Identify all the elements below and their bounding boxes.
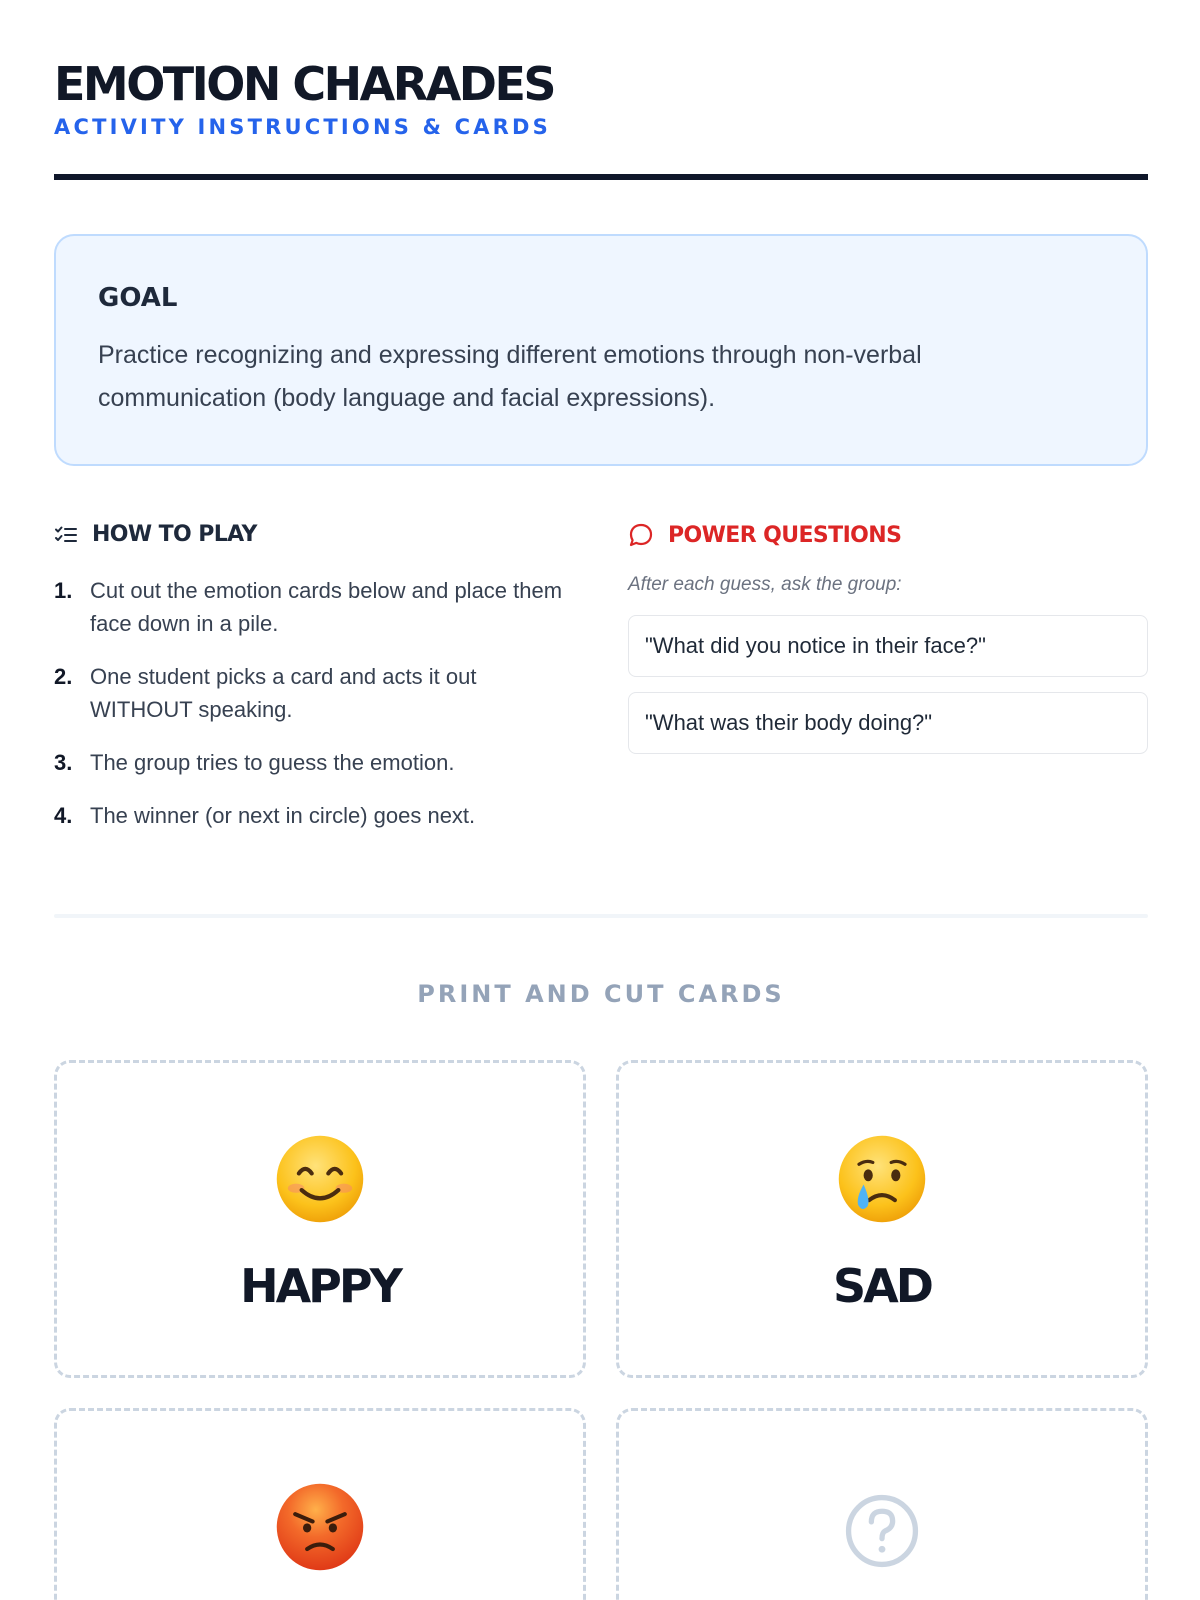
question-box: "What did you notice in their face?": [628, 615, 1148, 677]
emotion-card-sad: [616, 1060, 1148, 1378]
emotion-card-angry: [54, 1408, 586, 1600]
step-item: [54, 746, 574, 779]
step-number: 4.: [54, 803, 73, 828]
step-text: The winner (or next in circle) goes next.: [90, 803, 476, 828]
power-questions-subtitle: After each guess, ask the group:: [628, 574, 902, 595]
checklist-icon: [54, 525, 78, 545]
step-text: One student picks a card and acts it out WITHOUT speaking.: [90, 664, 477, 722]
worksheet-page: [54, 0, 1148, 1600]
header-divider: [54, 174, 1148, 180]
emotion-card-happy: [54, 1060, 586, 1378]
step-number: 2.: [54, 664, 73, 689]
step-item: [54, 799, 574, 832]
how-to-play-title: HOW TO PLAY: [92, 522, 257, 547]
step-item: [54, 574, 574, 640]
step-number: 3.: [54, 750, 73, 775]
power-questions-title: POWER QUESTIONS: [668, 522, 902, 548]
page-title: EMOTION CHARADES: [54, 57, 555, 111]
step-text: Cut out the emotion cards below and place them face down in a pile.: [90, 578, 563, 636]
power-questions-heading: [628, 522, 901, 548]
angry-face-icon: [274, 1481, 366, 1573]
step-text: The group tries to guess the emotion.: [90, 750, 455, 775]
cards-heading: PRINT AND CUT CARDS: [417, 980, 785, 1008]
crying-face-icon: [836, 1133, 928, 1225]
question-mark-icon: [844, 1493, 920, 1569]
speech-bubble-icon: [628, 522, 654, 548]
card-label: HAPPY: [240, 1259, 400, 1313]
goal-text: Practice recognizing and expressing different emotions through non-verbal communication (body language and facial expressions).: [98, 341, 922, 412]
goal-box: [54, 234, 1148, 466]
page-subtitle: ACTIVITY INSTRUCTIONS & CARDS: [54, 115, 551, 139]
happy-face-icon: [274, 1133, 366, 1225]
goal-title: GOAL: [98, 283, 178, 313]
steps-list: [54, 574, 574, 852]
question-box: "What was their body doing?": [628, 692, 1148, 754]
emotion-card-wildcard: [616, 1408, 1148, 1600]
card-label: SAD: [833, 1259, 931, 1313]
step-number: 1.: [54, 578, 73, 603]
section-divider: [54, 914, 1148, 918]
how-to-play-heading: [54, 522, 257, 547]
step-item: [54, 660, 574, 726]
